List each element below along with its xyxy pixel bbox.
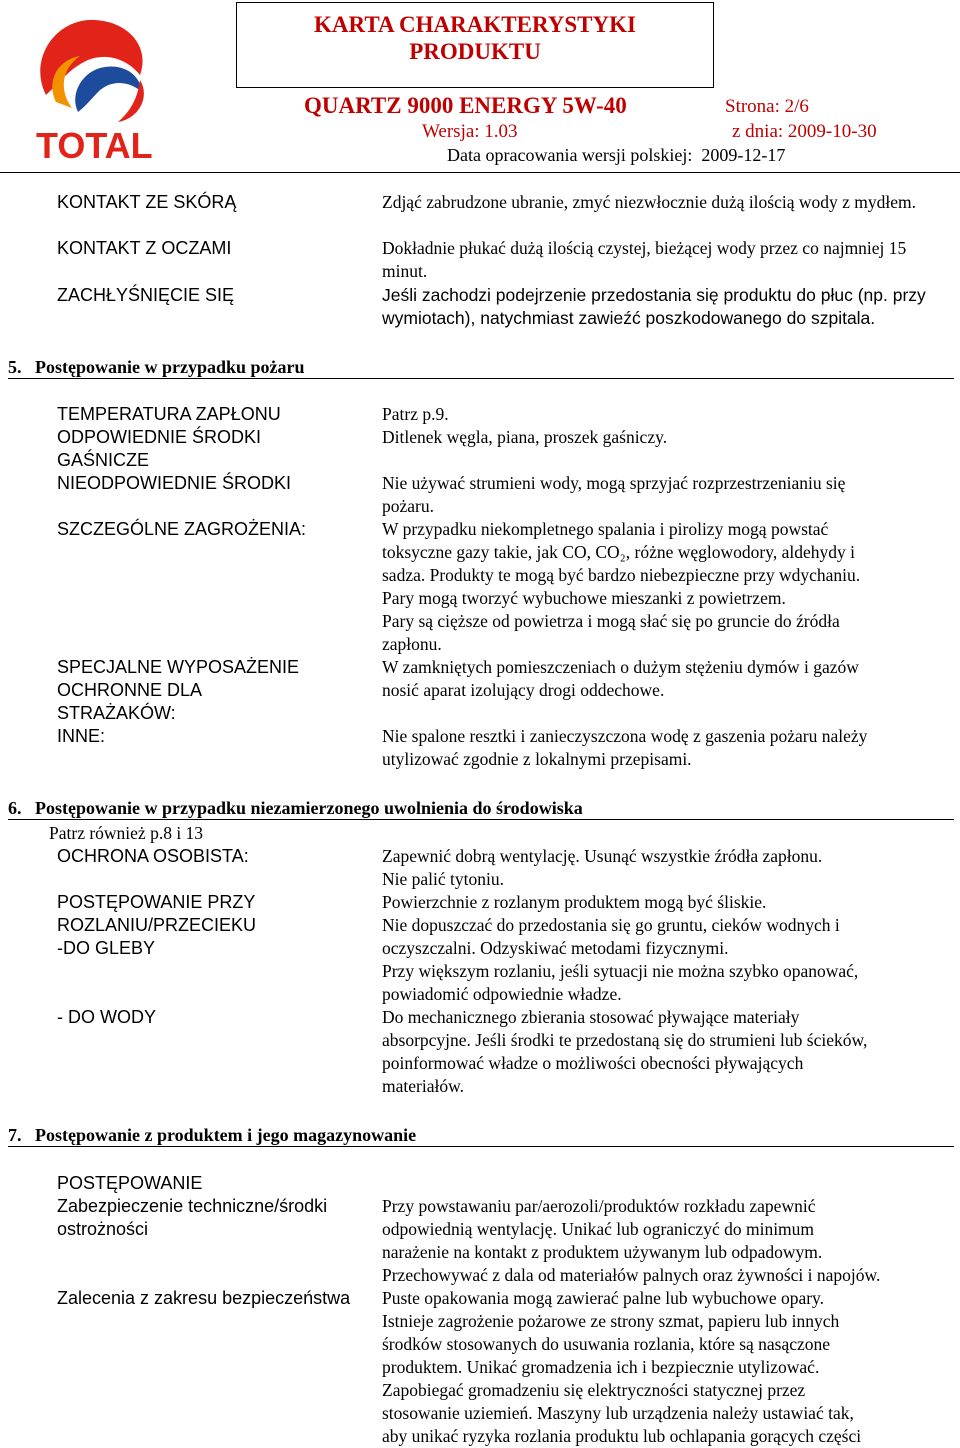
- header-divider: [0, 172, 960, 173]
- document-header: [0, 0, 960, 175]
- value-firefighter-equipment: W zamkniętych pomieszczeniach o dużym stężeniu dymów i gazów nosić aparat izolujący drogi oddechowe.: [382, 657, 859, 700]
- product-name: QUARTZ 9000 ENERGY 5W-40: [304, 93, 627, 118]
- total-logo: [0, 0, 232, 172]
- section-6-note: Patrz również p.8 i 13: [49, 823, 204, 843]
- section-7-divider: [8, 1146, 954, 1147]
- page-number: Strona: 2/6: [725, 96, 809, 117]
- label-spill-soil: POSTĘPOWANIE PRZY ROZLANIU/PRZECIEKU -DO GLEBY: [57, 892, 257, 958]
- value-unsuitable-media: Nie używać strumieni wody, mogą sprzyjać rozprzestrzenianiu się pożaru.: [382, 473, 846, 516]
- label-spill-water: - DO WODY: [57, 1007, 156, 1027]
- value-aspiration: Jeśli zachodzi podejrzenie przedostania się produktu do płuc (np. przy wymiotach), natychmiast zawieźć poszkodowanego do szpitala.: [382, 285, 926, 328]
- value-skin-contact: Zdjąć zabrudzone ubranie, zmyć niezwłocznie dużą ilością wody z mydłem.: [382, 192, 917, 212]
- label-special-hazards: SZCZEGÓLNE ZAGROŻENIA:: [57, 519, 307, 539]
- label-personal-protection: OCHRONA OSOBISTA:: [57, 846, 249, 866]
- polish-version-date: Data opracowania wersji polskiej: 2009-12-17: [447, 145, 786, 165]
- section-6-title: 6. Postępowanie w przypadku niezamierzonego uwolnienia do środowiska: [8, 798, 583, 818]
- version-label: Wersja: 1.03: [422, 121, 518, 142]
- value-spill-soil: Powierzchnie z rozlanym produktem mogą być śliskie. Nie dopuszczać do przedostania się go gruntu, cieków wodnych i oczyszczalni. Odzyskiwać metodami fizycznymi. Przy większym rozlaniu, jeśli sytuacji nie można szybko opanować, powiadomić odpowiednie władze.: [382, 892, 859, 1004]
- label-eye-contact: KONTAKT Z OCZAMI: [57, 238, 232, 258]
- label-skin-contact: KONTAKT ZE SKÓRĄ: [57, 192, 237, 212]
- label-safety-advice: Zalecenia z zakresu bezpieczeństwa: [57, 1288, 351, 1308]
- label-firefighter-equipment: SPECJALNE WYPOSAŻENIE OCHRONNE DLA STRAŻAKÓW:: [57, 657, 300, 723]
- label-flash-point: TEMPERATURA ZAPŁONU: [57, 404, 281, 424]
- section-7-title: 7. Postępowanie z produktem i jego magazynowanie: [8, 1125, 417, 1145]
- label-unsuitable-media: NIEODPOWIEDNIE ŚRODKI: [57, 473, 292, 493]
- section-5-divider: [8, 378, 954, 379]
- label-other: INNE:: [57, 726, 106, 746]
- label-handling: POSTĘPOWANIE Zabezpieczenie techniczne/środki ostrożności: [57, 1173, 328, 1239]
- label-aspiration: ZACHŁYŚNIĘCIE SIĘ: [57, 285, 235, 305]
- section-6-divider: [8, 819, 954, 820]
- document-title-box: [236, 2, 714, 88]
- document-title: KARTA CHARAKTERYSTYKI PRODUKTU: [314, 12, 636, 64]
- value-flash-point: Patrz p.9.: [382, 404, 449, 424]
- value-special-hazards: W przypadku niekompletnego spalania i pirolizy mogą powstać toksyczne gazy takie, jak CO, CO₂, różne węglowodory, aldehydy i sadza. Produkty te mogą być bardzo niebezpieczne przy wdychaniu. Pary mogą tworzyć wybuchowe mieszanki z powietrzem. Pary są cięższe od powietrza i mogą słać się po gruncie do źródła zapłonu.: [382, 519, 861, 654]
- value-handling: Przy powstawaniu par/aerozoli/produktów rozkładu zapewnić odpowiednią wentylację. Unikać lub ograniczyć do minimum narażenie na kontakt z produktem używanym lub odpadowym. Przechowywać z dala od materiałów palnych oraz żywności i napojów.: [382, 1196, 881, 1285]
- version-date: z dnia: 2009-10-30: [732, 121, 877, 142]
- total-logo-icon: [0, 0, 232, 172]
- value-suitable-media: Ditlenek węgla, piana, proszek gaśniczy.: [382, 427, 668, 447]
- value-spill-water: Do mechanicznego zbierania stosować pływające materiały absorpcyjne. Jeśli środki te przedostaną się do strumieni lub ścieków, poinformować władze o możliwości obecności pływających materiałów.: [382, 1007, 868, 1096]
- svg-text:TOTAL: TOTAL: [36, 125, 153, 166]
- label-suitable-media: ODPOWIEDNIE ŚRODKI GAŚNICZE: [57, 427, 262, 470]
- value-eye-contact: Dokładnie płukać dużą ilością czystej, bieżącej wody przez co najmniej 15 minut.: [382, 238, 907, 281]
- section-5-title: 5. Postępowanie w przypadku pożaru: [8, 357, 305, 377]
- value-other: Nie spalone resztki i zanieczyszczona wodę z gaszenia pożaru należy utylizować zgodnie z lokalnymi przepisami.: [382, 726, 868, 769]
- value-safety-advice: Puste opakowania mogą zawierać palne lub wybuchowe opary. Istnieje zagrożenie pożarowe ze strony szmat, papieru lub innych środków stosowanych do usuwania rozlania, które są nasączone produktem. Unikać gromadzenia ich i bezpiecznie utylizować. Zapobiegać gromadzeniu się elektryczności statycznej przez stosowanie uziemień. Maszyny lub urządzenia należy ustawiać tak, aby unikać ryzyka rozlania produktu lub ochlapania gorących części: [382, 1288, 862, 1446]
- value-personal-protection: Zapewnić dobrą wentylację. Usunąć wszystkie źródła zapłonu. Nie palić tytoniu.: [382, 846, 823, 889]
